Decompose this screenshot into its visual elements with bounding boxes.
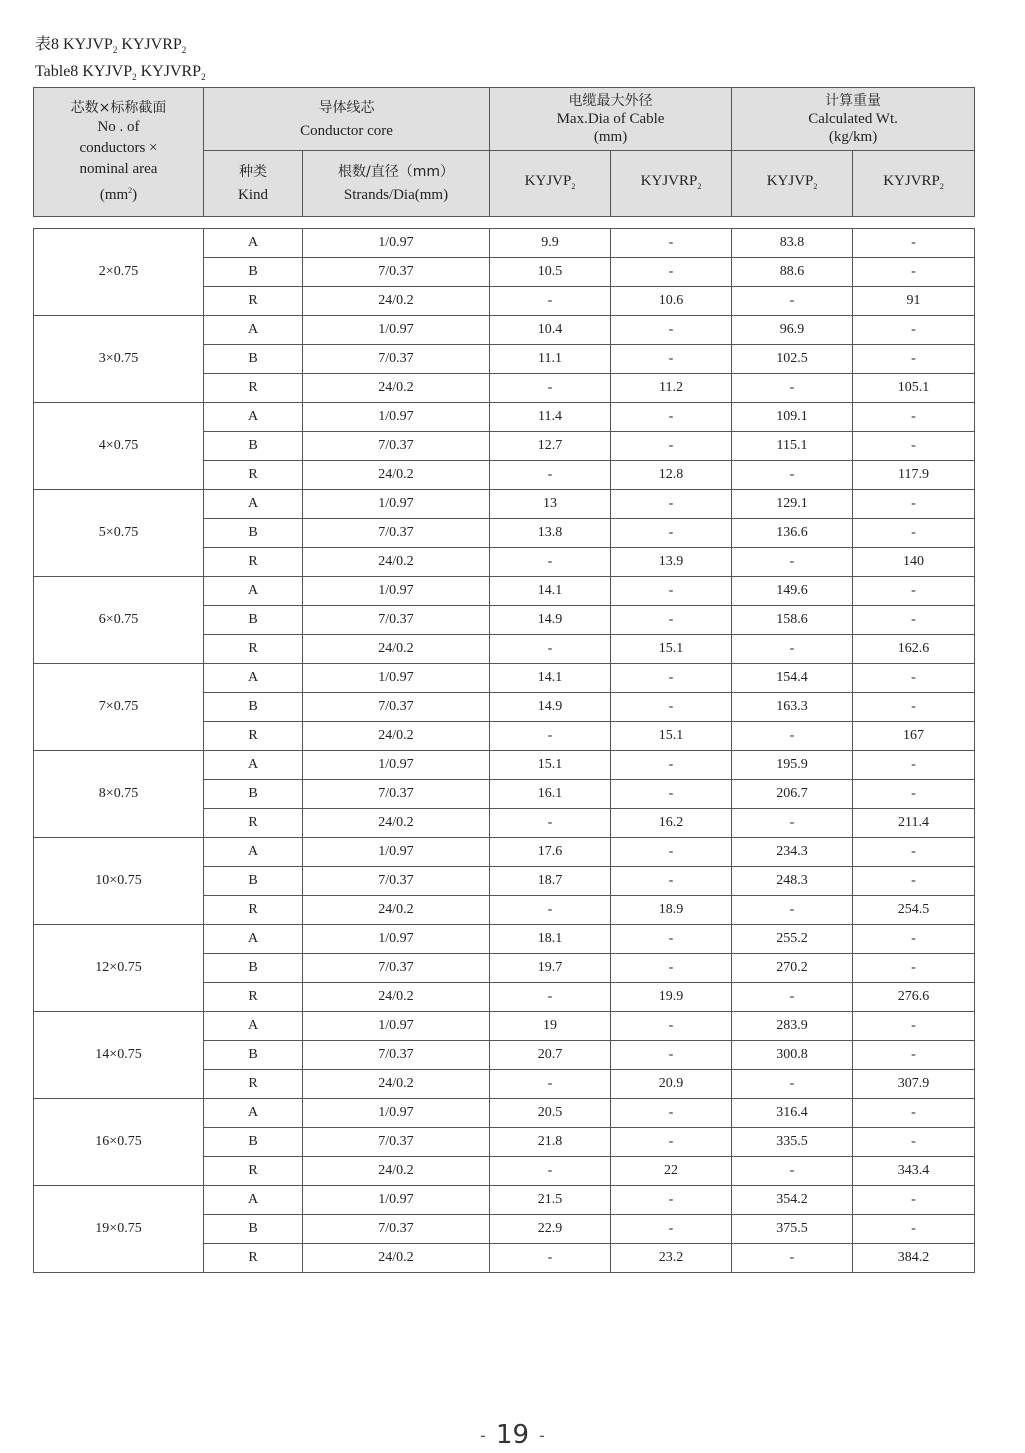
cell-size: 10×0.75 xyxy=(34,838,204,925)
cell-wt-model1: - xyxy=(732,548,853,577)
cell-wt-model1: - xyxy=(732,461,853,490)
cell-dia-model1: 16.1 xyxy=(490,780,611,809)
title-en-model2-sub: 2 xyxy=(201,72,206,83)
cell-kind: A xyxy=(204,316,303,345)
cell-strands: 7/0.37 xyxy=(303,519,490,548)
cell-dia-model1: - xyxy=(490,461,611,490)
title-en-model1: KYJVP xyxy=(82,63,133,80)
cell-dia-model2: 16.2 xyxy=(611,809,732,838)
cell-strands: 7/0.37 xyxy=(303,954,490,983)
cell-wt-model1: - xyxy=(732,983,853,1012)
cell-wt-model1: 102.5 xyxy=(732,345,853,374)
cell-size: 4×0.75 xyxy=(34,403,204,490)
cell-wt-model2: 105.1 xyxy=(853,374,975,403)
cell-dia-model2: 19.9 xyxy=(611,983,732,1012)
cell-wt-model1: 154.4 xyxy=(732,664,853,693)
header-dia-model2-text: KYJVRP xyxy=(640,172,698,189)
header-size xyxy=(34,88,204,217)
cell-strands: 24/0.2 xyxy=(303,722,490,751)
cell-wt-model1: 129.1 xyxy=(732,490,853,519)
cell-wt-model2: 140 xyxy=(853,548,975,577)
title-en-model1-sub: 2 xyxy=(132,72,137,83)
cell-kind: R xyxy=(204,1070,303,1099)
data-table-body xyxy=(34,229,975,1273)
cell-strands: 24/0.2 xyxy=(303,983,490,1012)
cell-strands: 24/0.2 xyxy=(303,1244,490,1273)
cell-strands: 1/0.97 xyxy=(303,229,490,258)
header-kind-en: Kind xyxy=(238,187,268,203)
table-row xyxy=(34,1099,975,1128)
cell-dia-model2: 12.8 xyxy=(611,461,732,490)
cell-strands: 7/0.37 xyxy=(303,606,490,635)
header-kind xyxy=(204,151,303,217)
cell-kind: R xyxy=(204,896,303,925)
cell-kind: B xyxy=(204,1128,303,1157)
cell-wt-model1: 270.2 xyxy=(732,954,853,983)
cell-dia-model1: 19 xyxy=(490,1012,611,1041)
cell-dia-model2: 20.9 xyxy=(611,1070,732,1099)
cell-size: 6×0.75 xyxy=(34,577,204,664)
header-wt-model1-text: KYJVP xyxy=(766,172,814,189)
title-zh-prefix: 表8 xyxy=(35,36,60,53)
cell-size: 5×0.75 xyxy=(34,490,204,577)
cell-wt-model2: - xyxy=(853,1215,975,1244)
cell-kind: A xyxy=(204,751,303,780)
header-conductor xyxy=(204,88,490,151)
header-size-zh: 芯数×标称截面 xyxy=(70,99,167,116)
cell-size: 12×0.75 xyxy=(34,925,204,1012)
cell-dia-model1: 21.5 xyxy=(490,1186,611,1215)
title-zh-model2-sub: 2 xyxy=(181,45,187,56)
header-dia-model1 xyxy=(490,151,611,217)
cell-dia-model2: - xyxy=(611,403,732,432)
cell-wt-model2: - xyxy=(853,403,975,432)
cell-wt-model2: - xyxy=(853,1128,975,1157)
cell-wt-model1: - xyxy=(732,722,853,751)
table-row xyxy=(34,316,975,345)
cell-strands: 1/0.97 xyxy=(303,838,490,867)
cell-wt-model1: - xyxy=(732,287,853,316)
cell-dia-model2: - xyxy=(611,751,732,780)
cell-strands: 1/0.97 xyxy=(303,751,490,780)
header-size-unit-sup: 2 xyxy=(128,185,133,195)
header-strands-zh: 根数/直径（mm） xyxy=(338,164,454,180)
header-dia-model1-text: KYJVP xyxy=(524,172,572,189)
cell-dia-model2: - xyxy=(611,838,732,867)
cell-kind: R xyxy=(204,1157,303,1186)
cell-wt-model2: - xyxy=(853,1012,975,1041)
cell-strands: 7/0.37 xyxy=(303,1128,490,1157)
cell-wt-model2: - xyxy=(853,751,975,780)
cell-wt-model2: 384.2 xyxy=(853,1244,975,1273)
header-wt-model1 xyxy=(732,151,853,217)
cell-wt-model2: - xyxy=(853,838,975,867)
cell-strands: 1/0.97 xyxy=(303,925,490,954)
cell-wt-model1: 158.6 xyxy=(732,606,853,635)
header-wt xyxy=(732,88,975,151)
cell-wt-model1: 375.5 xyxy=(732,1215,853,1244)
cell-kind: A xyxy=(204,403,303,432)
cell-strands: 24/0.2 xyxy=(303,809,490,838)
header-wt-model2 xyxy=(853,151,975,217)
cell-dia-model2: 23.2 xyxy=(611,1244,732,1273)
table-header xyxy=(33,87,975,217)
cell-wt-model1: - xyxy=(732,1244,853,1273)
cell-wt-model2: - xyxy=(853,1099,975,1128)
cell-dia-model1: - xyxy=(490,896,611,925)
cell-strands: 1/0.97 xyxy=(303,1099,490,1128)
title-zh-model2: KYJVRP xyxy=(121,36,182,53)
cell-dia-model1: - xyxy=(490,1070,611,1099)
cell-dia-model2: - xyxy=(611,316,732,345)
cell-wt-model2: - xyxy=(853,432,975,461)
cell-dia-model2: - xyxy=(611,1186,732,1215)
table-row xyxy=(34,664,975,693)
cell-wt-model2: - xyxy=(853,229,975,258)
cell-wt-model1: 115.1 xyxy=(732,432,853,461)
page-number xyxy=(0,1420,1025,1450)
cell-dia-model1: 14.1 xyxy=(490,577,611,606)
cell-wt-model1: 255.2 xyxy=(732,925,853,954)
cell-dia-model1: - xyxy=(490,287,611,316)
cell-dia-model1: 12.7 xyxy=(490,432,611,461)
page-dash-left: - xyxy=(480,1426,486,1445)
cell-kind: B xyxy=(204,432,303,461)
cell-wt-model2: 254.5 xyxy=(853,896,975,925)
cell-dia-model1: 14.1 xyxy=(490,664,611,693)
cell-kind: R xyxy=(204,1244,303,1273)
cell-strands: 7/0.37 xyxy=(303,258,490,287)
cell-wt-model2: 117.9 xyxy=(853,461,975,490)
cell-wt-model2: - xyxy=(853,345,975,374)
cell-dia-model2: - xyxy=(611,693,732,722)
cell-wt-model1: 248.3 xyxy=(732,867,853,896)
cell-wt-model2: - xyxy=(853,606,975,635)
cell-dia-model1: - xyxy=(490,548,611,577)
header-dia-en: Max.Dia of Cable xyxy=(556,111,665,127)
cell-kind: B xyxy=(204,1041,303,1070)
cell-dia-model1: 18.7 xyxy=(490,867,611,896)
cell-dia-model2: - xyxy=(611,1099,732,1128)
cell-strands: 7/0.37 xyxy=(303,867,490,896)
cell-dia-model1: 11.1 xyxy=(490,345,611,374)
cell-strands: 7/0.37 xyxy=(303,693,490,722)
cell-kind: A xyxy=(204,490,303,519)
cell-wt-model1: 206.7 xyxy=(732,780,853,809)
cell-kind: B xyxy=(204,345,303,374)
cell-strands: 1/0.97 xyxy=(303,316,490,345)
cell-dia-model2: - xyxy=(611,780,732,809)
cell-dia-model1: 10.4 xyxy=(490,316,611,345)
cell-dia-model1: - xyxy=(490,1244,611,1273)
cell-wt-model2: - xyxy=(853,519,975,548)
cell-strands: 1/0.97 xyxy=(303,490,490,519)
cell-dia-model1: - xyxy=(490,374,611,403)
cell-wt-model1: 96.9 xyxy=(732,316,853,345)
cell-dia-model2: 11.2 xyxy=(611,374,732,403)
cell-kind: R xyxy=(204,461,303,490)
table-row xyxy=(34,751,975,780)
cell-wt-model1: 234.3 xyxy=(732,838,853,867)
cell-size: 2×0.75 xyxy=(34,229,204,316)
header-conductor-zh: 导体线芯 xyxy=(318,99,375,116)
cell-kind: R xyxy=(204,374,303,403)
cell-dia-model2: 15.1 xyxy=(611,722,732,751)
cell-dia-model2: - xyxy=(611,664,732,693)
cell-wt-model1: - xyxy=(732,635,853,664)
cell-kind: R xyxy=(204,809,303,838)
table-title-en xyxy=(35,63,206,86)
table-row xyxy=(34,577,975,606)
cell-dia-model1: - xyxy=(490,635,611,664)
cell-wt-model2: - xyxy=(853,925,975,954)
cell-strands: 24/0.2 xyxy=(303,896,490,925)
table-title-zh xyxy=(35,36,186,59)
cell-dia-model1: 22.9 xyxy=(490,1215,611,1244)
cell-wt-model2: 211.4 xyxy=(853,809,975,838)
cell-size: 8×0.75 xyxy=(34,751,204,838)
cell-wt-model2: 167 xyxy=(853,722,975,751)
cell-dia-model2: - xyxy=(611,606,732,635)
cell-dia-model1: 19.7 xyxy=(490,954,611,983)
page-number-text: 19 xyxy=(495,1420,530,1450)
cell-wt-model2: 91 xyxy=(853,287,975,316)
cell-dia-model1: 18.1 xyxy=(490,925,611,954)
cell-dia-model1: - xyxy=(490,722,611,751)
cell-dia-model2: - xyxy=(611,519,732,548)
cell-size: 16×0.75 xyxy=(34,1099,204,1186)
cell-dia-model1: 21.8 xyxy=(490,1128,611,1157)
cell-wt-model2: - xyxy=(853,693,975,722)
cell-dia-model2: - xyxy=(611,258,732,287)
header-wt-en: Calculated Wt. xyxy=(808,111,898,127)
cell-wt-model2: 307.9 xyxy=(853,1070,975,1099)
cell-kind: B xyxy=(204,780,303,809)
cell-size: 19×0.75 xyxy=(34,1186,204,1273)
header-wt-model1-sub: 2 xyxy=(813,181,818,191)
cell-kind: R xyxy=(204,548,303,577)
cell-dia-model2: 13.9 xyxy=(611,548,732,577)
header-wt-model2-text: KYJVRP xyxy=(883,172,940,189)
header-size-en1: No . of xyxy=(97,118,140,135)
title-en-prefix: Table8 xyxy=(35,63,79,80)
cell-kind: A xyxy=(204,229,303,258)
cell-wt-model2: - xyxy=(853,1186,975,1215)
cell-strands: 1/0.97 xyxy=(303,1012,490,1041)
cell-wt-model2: - xyxy=(853,316,975,345)
header-wt-model2-sub: 2 xyxy=(939,181,944,191)
cell-wt-model1: - xyxy=(732,374,853,403)
cell-dia-model2: - xyxy=(611,1215,732,1244)
cell-dia-model2: - xyxy=(611,954,732,983)
cell-kind: B xyxy=(204,1215,303,1244)
cell-strands: 24/0.2 xyxy=(303,548,490,577)
table-row xyxy=(34,1186,975,1215)
cell-dia-model2: - xyxy=(611,229,732,258)
cell-kind: B xyxy=(204,258,303,287)
header-size-en3: nominal area xyxy=(79,160,158,177)
cell-kind: R xyxy=(204,722,303,751)
cell-dia-model1: 20.5 xyxy=(490,1099,611,1128)
cell-wt-model1: 335.5 xyxy=(732,1128,853,1157)
cell-kind: R xyxy=(204,635,303,664)
cell-wt-model2: 343.4 xyxy=(853,1157,975,1186)
cell-dia-model2: - xyxy=(611,432,732,461)
cell-dia-model1: 17.6 xyxy=(490,838,611,867)
title-zh-model1-sub: 2 xyxy=(112,45,118,56)
cell-kind: R xyxy=(204,287,303,316)
header-dia-model1-sub: 2 xyxy=(571,181,576,191)
title-zh-model1: KYJVP xyxy=(63,36,113,53)
cell-wt-model1: 316.4 xyxy=(732,1099,853,1128)
header-size-unit-text: (mm xyxy=(99,186,129,203)
cell-kind: A xyxy=(204,577,303,606)
cell-strands: 24/0.2 xyxy=(303,461,490,490)
cell-wt-model1: 149.6 xyxy=(732,577,853,606)
cell-strands: 7/0.37 xyxy=(303,780,490,809)
cell-kind: B xyxy=(204,606,303,635)
table-row xyxy=(34,838,975,867)
header-size-en2: conductors × xyxy=(79,139,158,156)
cell-kind: B xyxy=(204,867,303,896)
cell-kind: A xyxy=(204,1186,303,1215)
cell-dia-model2: 10.6 xyxy=(611,287,732,316)
cell-dia-model1: 11.4 xyxy=(490,403,611,432)
cell-strands: 1/0.97 xyxy=(303,577,490,606)
cell-strands: 24/0.2 xyxy=(303,1070,490,1099)
cell-kind: R xyxy=(204,983,303,1012)
cell-dia-model1: - xyxy=(490,1157,611,1186)
cell-size: 3×0.75 xyxy=(34,316,204,403)
cell-kind: A xyxy=(204,925,303,954)
cell-dia-model2: 15.1 xyxy=(611,635,732,664)
header-strands xyxy=(303,151,490,217)
cell-kind: A xyxy=(204,1012,303,1041)
header-size-unit xyxy=(34,180,203,206)
cell-dia-model1: 9.9 xyxy=(490,229,611,258)
cell-wt-model2: 276.6 xyxy=(853,983,975,1012)
header-wt-zh: 计算重量 xyxy=(825,93,882,109)
cell-size: 7×0.75 xyxy=(34,664,204,751)
header-wt-unit: (kg/km) xyxy=(828,129,878,145)
cell-dia-model1: 10.5 xyxy=(490,258,611,287)
data-table xyxy=(33,228,975,1273)
cell-strands: 1/0.97 xyxy=(303,403,490,432)
cell-dia-model2: - xyxy=(611,345,732,374)
table-row xyxy=(34,229,975,258)
cell-wt-model1: 83.8 xyxy=(732,229,853,258)
cell-wt-model1: 136.6 xyxy=(732,519,853,548)
table-row xyxy=(34,925,975,954)
cell-dia-model1: 13 xyxy=(490,490,611,519)
header-dia xyxy=(490,88,732,151)
table-row xyxy=(34,403,975,432)
cell-dia-model2: - xyxy=(611,490,732,519)
cell-kind: B xyxy=(204,693,303,722)
cell-size: 14×0.75 xyxy=(34,1012,204,1099)
cell-dia-model2: - xyxy=(611,577,732,606)
cell-strands: 7/0.37 xyxy=(303,1215,490,1244)
header-conductor-en: Conductor core xyxy=(300,122,393,139)
cell-strands: 24/0.2 xyxy=(303,635,490,664)
cell-wt-model2: - xyxy=(853,664,975,693)
cell-strands: 1/0.97 xyxy=(303,664,490,693)
cell-kind: A xyxy=(204,1099,303,1128)
header-strands-en: Strands/Dia(mm) xyxy=(343,187,449,203)
page-dash-right: - xyxy=(539,1426,545,1445)
cell-wt-model1: 300.8 xyxy=(732,1041,853,1070)
cell-wt-model1: 163.3 xyxy=(732,693,853,722)
table-row xyxy=(34,490,975,519)
title-en-model2: KYJVRP xyxy=(140,63,202,80)
cell-strands: 7/0.37 xyxy=(303,1041,490,1070)
header-dia-model2-sub: 2 xyxy=(697,181,702,191)
cell-kind: B xyxy=(204,954,303,983)
cell-strands: 24/0.2 xyxy=(303,374,490,403)
cell-wt-model1: 195.9 xyxy=(732,751,853,780)
cell-dia-model2: - xyxy=(611,867,732,896)
cell-strands: 24/0.2 xyxy=(303,287,490,316)
cell-dia-model1: 14.9 xyxy=(490,606,611,635)
cell-dia-model1: 13.8 xyxy=(490,519,611,548)
cell-wt-model1: - xyxy=(732,809,853,838)
cell-wt-model2: - xyxy=(853,780,975,809)
cell-strands: 1/0.97 xyxy=(303,1186,490,1215)
cell-dia-model2: - xyxy=(611,925,732,954)
cell-wt-model1: 109.1 xyxy=(732,403,853,432)
cell-wt-model2: - xyxy=(853,867,975,896)
cell-dia-model2: 22 xyxy=(611,1157,732,1186)
cell-strands: 7/0.37 xyxy=(303,432,490,461)
cell-dia-model1: - xyxy=(490,809,611,838)
cell-kind: A xyxy=(204,664,303,693)
cell-strands: 7/0.37 xyxy=(303,345,490,374)
cell-wt-model2: - xyxy=(853,954,975,983)
header-dia-unit: (mm) xyxy=(593,129,628,145)
cell-dia-model2: - xyxy=(611,1128,732,1157)
cell-wt-model1: 283.9 xyxy=(732,1012,853,1041)
cell-dia-model2: - xyxy=(611,1012,732,1041)
cell-wt-model2: 162.6 xyxy=(853,635,975,664)
cell-wt-model2: - xyxy=(853,490,975,519)
cell-wt-model1: 354.2 xyxy=(732,1186,853,1215)
cell-wt-model1: - xyxy=(732,896,853,925)
cell-dia-model2: 18.9 xyxy=(611,896,732,925)
cell-dia-model1: - xyxy=(490,983,611,1012)
header-kind-zh: 种类 xyxy=(239,164,267,180)
cell-dia-model1: 20.7 xyxy=(490,1041,611,1070)
cell-dia-model1: 15.1 xyxy=(490,751,611,780)
header-size-unit-close: ) xyxy=(132,186,138,203)
cell-wt-model2: - xyxy=(853,577,975,606)
cell-kind: A xyxy=(204,838,303,867)
cell-strands: 24/0.2 xyxy=(303,1157,490,1186)
table-row xyxy=(34,1012,975,1041)
cell-wt-model1: - xyxy=(732,1157,853,1186)
header-dia-model2 xyxy=(611,151,732,217)
cell-wt-model1: 88.6 xyxy=(732,258,853,287)
cell-dia-model1: 14.9 xyxy=(490,693,611,722)
cell-wt-model1: - xyxy=(732,1070,853,1099)
cell-dia-model2: - xyxy=(611,1041,732,1070)
cell-wt-model2: - xyxy=(853,1041,975,1070)
cell-kind: B xyxy=(204,519,303,548)
cell-wt-model2: - xyxy=(853,258,975,287)
header-dia-zh: 电缆最大外径 xyxy=(568,93,653,109)
